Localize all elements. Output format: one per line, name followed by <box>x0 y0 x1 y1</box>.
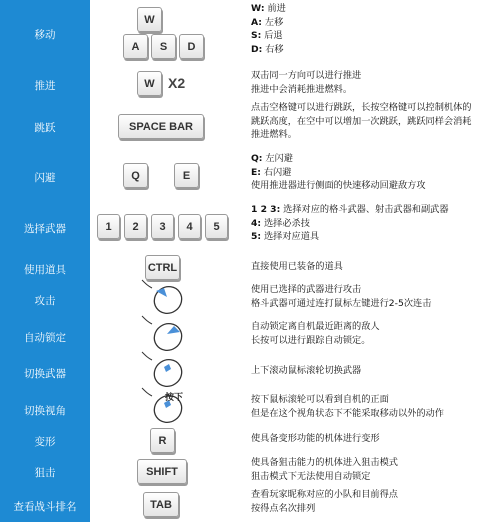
desc-weapon-2-key: 4: <box>251 217 262 229</box>
key-w: W <box>137 7 162 32</box>
key-3: 3 <box>151 214 174 239</box>
key-2: 2 <box>124 214 147 239</box>
desc-score-1: 查看玩家昵称对应的小队和目前得点 <box>251 489 398 500</box>
desc-weapon-2-text: 选择必杀技 <box>264 217 310 229</box>
desc-attack <box>251 283 499 310</box>
desc-jump-3: 推进燃料。 <box>251 129 297 140</box>
label-dodge: 闪避 <box>34 172 56 184</box>
desc-select-weapon <box>251 203 499 244</box>
desc-boost-1: 双击同一方向可以进行推进 <box>251 70 362 81</box>
desc-dodge-3: 使用推进器进行侧面的快速移动回避敌方攻 <box>251 180 426 191</box>
desc-dodge-1-text: 左闪避 <box>265 153 293 164</box>
desc-move-1-text: 前进 <box>267 3 286 14</box>
desc-move-2-key: A: <box>251 16 262 28</box>
desc-boost-2: 推进中会消耗推进燃料。 <box>251 83 353 95</box>
desc-switch-weapon: 上下滚动鼠标滚轮切换武器 <box>251 365 362 376</box>
desc-boost <box>251 69 499 96</box>
desc-snipe <box>251 456 499 483</box>
mouse-wheel-icon <box>138 350 188 390</box>
desc-snipe-2: 狙击模式下无法使用自动锁定 <box>251 470 371 482</box>
label-transform: 变形 <box>34 436 56 448</box>
desc-move <box>251 2 499 56</box>
desc-jump-1: 点击空格键可以进行跳跃，长按空格键可以控制机体的 <box>251 102 472 113</box>
key-q: Q <box>123 163 148 188</box>
desc-move-2-text: 左移 <box>264 16 284 28</box>
label-jump: 跳跃 <box>34 122 56 134</box>
desc-jump-2: 跳跃高度，在空中可以增加一次跳跃，跳跃同样会消耗 <box>251 115 472 127</box>
desc-move-3-text: 后退 <box>264 30 283 41</box>
key-5: 5 <box>205 214 228 239</box>
desc-attack-2: 格斗武器可通过连打鼠标左键进行2-5次连击 <box>251 297 432 309</box>
desc-view-1: 按下鼠标滚轮可以看到自机的正面 <box>251 394 389 405</box>
double-tap-x2: X2 <box>168 75 186 91</box>
desc-dodge-2-text: 右闪避 <box>263 166 292 178</box>
desc-jump <box>251 101 499 142</box>
label-move: 移动 <box>34 29 56 41</box>
desc-lock-1: 自动锁定离自机最近距离的敌人 <box>251 321 380 332</box>
label-auto-lock: 自动锁定 <box>24 332 66 344</box>
desc-move-1-key: W: <box>251 3 265 14</box>
label-scoreboard: 查看战斗排名 <box>13 501 77 513</box>
key-ctrl: CTRL <box>145 255 180 280</box>
key-tab: TAB <box>143 492 179 517</box>
label-select-weapon: 选择武器 <box>24 223 66 235</box>
key-1: 1 <box>97 214 120 239</box>
desc-attack-1: 使用已选择的武器进行攻击 <box>251 284 362 295</box>
desc-weapon-1-text: 选择对应的格斗武器、射击武器和副武器 <box>283 204 449 215</box>
key-r: R <box>150 428 175 453</box>
key-space-bar: SPACE BAR <box>118 114 204 139</box>
desc-score-2: 按得点名次排列 <box>251 502 316 514</box>
key-s: S <box>151 34 176 59</box>
desc-auto-lock <box>251 320 499 347</box>
desc-snipe-1: 使具备狙击能力的机体进入狙击模式 <box>251 457 398 468</box>
label-switch-view: 切换视角 <box>24 405 66 417</box>
label-snipe: 狙击 <box>34 467 56 479</box>
key-shift: SHIFT <box>137 459 187 484</box>
key-4: 4 <box>178 214 201 239</box>
desc-move-4-key: D: <box>251 43 263 55</box>
label-use-item: 使用道具 <box>24 264 66 276</box>
desc-move-3-key: S: <box>251 30 262 41</box>
key-d: D <box>179 34 204 59</box>
desc-dodge-2-key: E: <box>251 166 261 178</box>
desc-weapon-3-key: 5: <box>251 231 262 242</box>
desc-lock-2: 长按可以进行跟踪自动锁定。 <box>251 334 371 346</box>
desc-move-4-text: 右移 <box>265 43 284 55</box>
label-boost: 推进 <box>34 80 56 92</box>
desc-dodge-1-key: Q: <box>251 153 263 164</box>
mouse-left-click-icon <box>138 278 188 316</box>
desc-scoreboard <box>251 488 499 515</box>
desc-transform: 使具备变形功能的机体进行变形 <box>251 433 380 444</box>
mouse-right-click-icon <box>138 314 188 354</box>
key-boost-w: W <box>137 71 162 96</box>
press-down-label: 按下 <box>165 393 184 403</box>
label-attack: 攻击 <box>34 295 56 307</box>
desc-switch-view <box>251 393 499 420</box>
desc-weapon-3-text: 选择对应道具 <box>264 231 320 242</box>
desc-use-item: 直接使用已装备的道具 <box>251 261 343 272</box>
desc-dodge <box>251 152 499 193</box>
desc-weapon-1-key: 1 2 3: <box>251 204 281 215</box>
key-e: E <box>174 163 199 188</box>
key-a: A <box>123 34 148 59</box>
label-switch-weapon: 切换武器 <box>24 368 66 380</box>
desc-view-2: 但是在这个视角状态下不能采取移动以外的动作 <box>251 407 444 419</box>
